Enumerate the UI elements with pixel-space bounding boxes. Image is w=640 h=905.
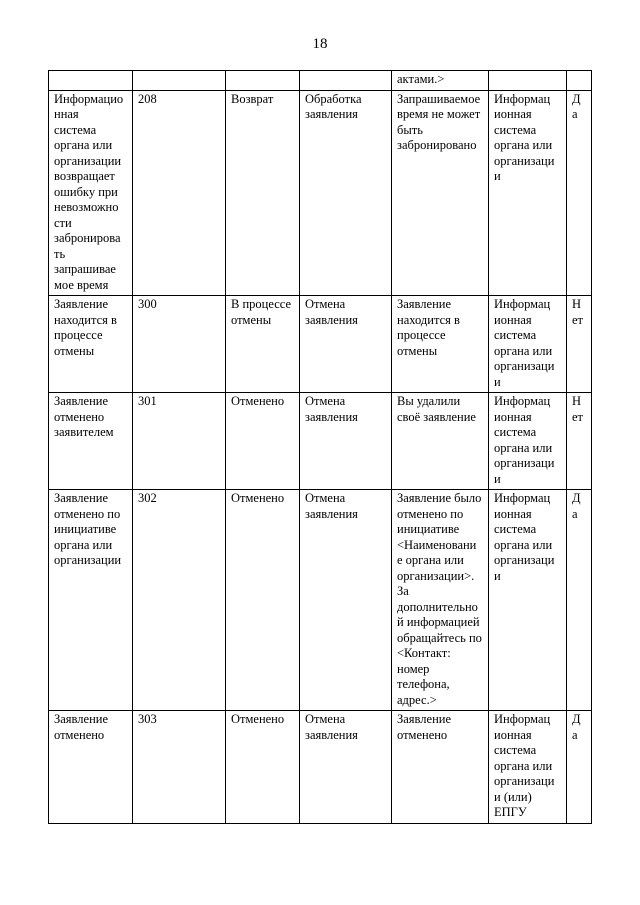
cell-source: Информац ионная система органа или организаци и (или) ЕПГУ — [489, 711, 567, 824]
cell-source: Информац ионная система органа или организаци и — [489, 296, 567, 393]
cell-status-code: 208 — [133, 90, 226, 296]
cell-flag: Нет — [567, 296, 592, 393]
cell-status-description: Заявление отменено заявителем — [49, 393, 133, 490]
cell-stage: Отмена заявления — [300, 490, 392, 711]
table-cell — [133, 71, 226, 91]
cell-status-code: 301 — [133, 393, 226, 490]
table-cell — [489, 71, 567, 91]
cell-message: Запрашиваемое время не может быть забронировано — [392, 90, 489, 296]
cell-status-description: Информацио нная система органа или организации возвращает ошибку при невозможно сти забронирова ть запрашивае мое время — [49, 90, 133, 296]
table-row — [49, 90, 592, 296]
table-cell — [226, 71, 300, 91]
cell-status-name: Отменено — [226, 711, 300, 824]
cell-status-code: 302 — [133, 490, 226, 711]
table-row — [49, 393, 592, 490]
cell-status-description: Заявление отменено — [49, 711, 133, 824]
cell-status-name: Отменено — [226, 393, 300, 490]
cell-flag: Да — [567, 90, 592, 296]
table-cell — [300, 71, 392, 91]
status-table — [48, 70, 592, 824]
cell-stage: Отмена заявления — [300, 393, 392, 490]
cell-status-name: В процессе отмены — [226, 296, 300, 393]
cell-source: Информац ионная система органа или организаци и — [489, 393, 567, 490]
cell-status-code: 300 — [133, 296, 226, 393]
cell-message: Заявление находится в процессе отмены — [392, 296, 489, 393]
cell-status-name: Отменено — [226, 490, 300, 711]
cell-status-name: Возврат — [226, 90, 300, 296]
cell-status-description: Заявление находится в процессе отмены — [49, 296, 133, 393]
cell-message: Вы удалили своё заявление — [392, 393, 489, 490]
cell-stage: Обработка заявления — [300, 90, 392, 296]
table-row — [49, 490, 592, 711]
cell-status-description: Заявление отменено по инициативе органа или организации — [49, 490, 133, 711]
cell-flag: Нет — [567, 393, 592, 490]
table-cell — [567, 71, 592, 91]
cell-source: Информац ионная система органа или организаци и — [489, 90, 567, 296]
cell-message: Заявление отменено — [392, 711, 489, 824]
cell-stage: Отмена заявления — [300, 296, 392, 393]
cell-status-code: 303 — [133, 711, 226, 824]
table-row-continuation — [49, 71, 592, 91]
table-cell — [49, 71, 133, 91]
cell-message: Заявление было отменено по инициативе <Наименовани е органа или организации>. За дополнительно й информацией обращайтесь по <Контакт: номер телефона, адрес.> — [392, 490, 489, 711]
cell-source: Информац ионная система органа или организаци и — [489, 490, 567, 711]
table-row — [49, 711, 592, 824]
table-cell-message: актами.> — [392, 71, 489, 91]
cell-stage: Отмена заявления — [300, 711, 392, 824]
cell-flag: Да — [567, 711, 592, 824]
page-number: 18 — [312, 36, 328, 52]
cell-flag: Да — [567, 490, 592, 711]
table-row — [49, 296, 592, 393]
